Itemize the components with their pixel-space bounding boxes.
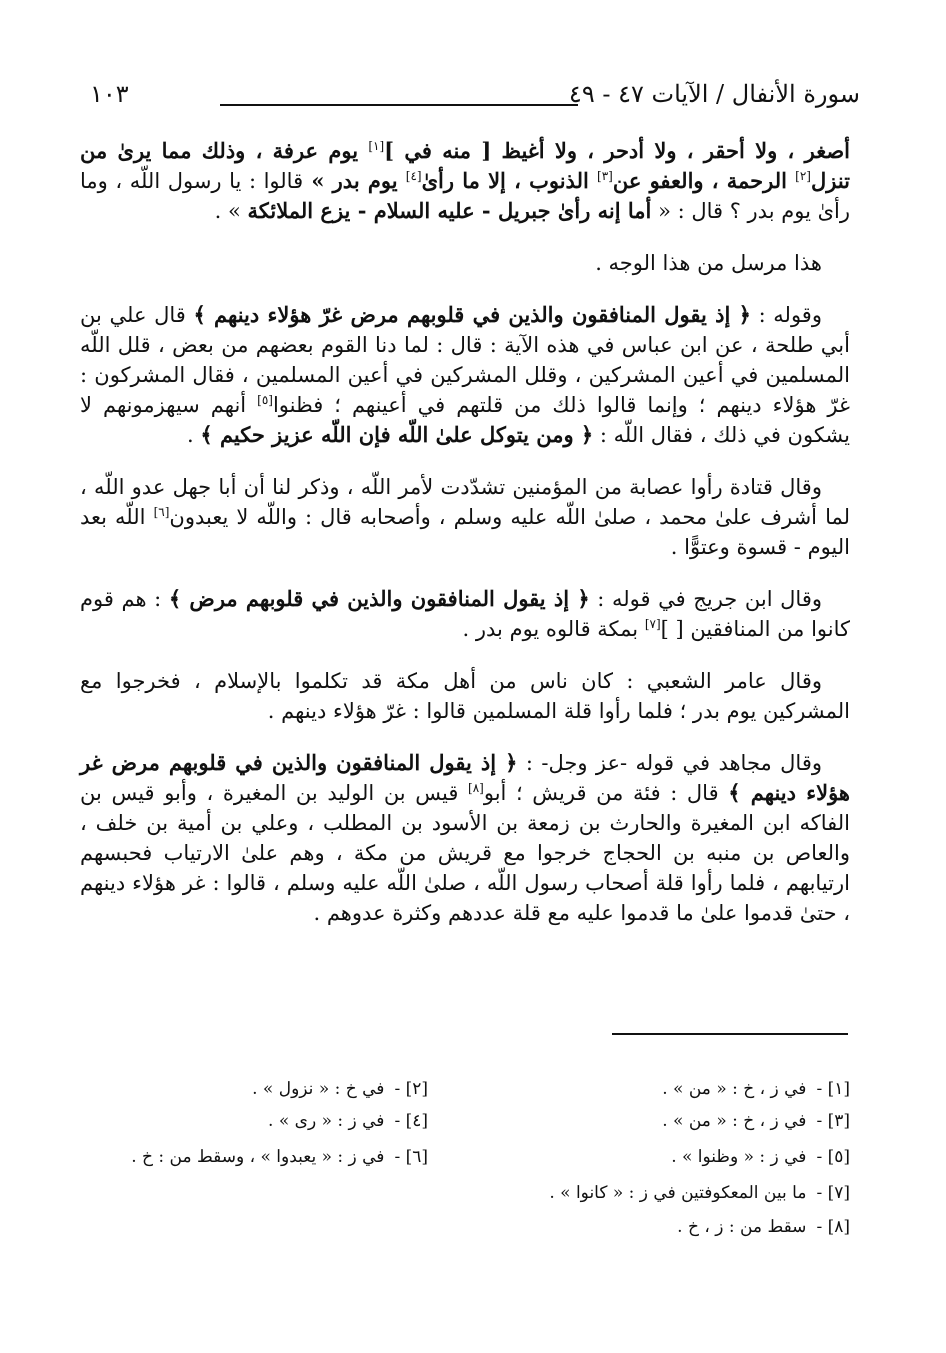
text-run: هذا مرسل من هذا الوجه . (595, 251, 822, 275)
quoted-text: يوم عرفة ، وذلك مما يرىٰ من تنزل (80, 138, 850, 193)
footnote-marker: [٧] (644, 617, 661, 631)
paragraph (80, 584, 850, 644)
footnote-3: [٣] -في ز ، خ : « من » . (662, 1111, 850, 1131)
text-run: وقال عامر الشعبي : كان ناس من أهل مكة قد تكلموا بالإسلام ، فخرجوا مع المشركين يوم بدر ؛ فلما رأوا قلة المسلمين قالوا : غرّ هؤلاء دينهم . (80, 669, 850, 723)
text-run: وقال مجاهد في قوله -عز وجل- : (517, 751, 823, 775)
paragraph (80, 472, 850, 562)
paragraph (80, 136, 850, 226)
quoted-text: الرحمة ، والعفو عن (612, 168, 796, 193)
footnote-5: [٥] -في ز : « وظنوا » . (671, 1147, 850, 1167)
text-run: : هم قوم كانوا من المنافقين [ ] (80, 587, 850, 641)
text-run: وقال ابن جريج في قوله : (589, 587, 822, 611)
text-run: بمكة قالوه يوم بدر . (462, 617, 645, 641)
page-number: ١٠٣ (90, 80, 129, 108)
text-run: » . (214, 199, 248, 223)
quoted-text: أصغر ، ولا أحقر ، ولا أدحر ، ولا أغيظ [ منه في ] (384, 138, 850, 163)
text-run: قيس بن الوليد بن المغيرة ، وأبو قيس بن الفاكه ابن المغيرة والحارث بن زمعة بن الأسود بن المطلب ، وعلي بن أمية بن خلف ، والعاص بن منبه بن الحجاج خرجوا مع قريش من مكة ، وهم علىٰ الارتياب فحبسهم ارتيابهم ، فلما رأوا قلة أصحاب رسول اللّه ، صلىٰ اللّه عليه وسلم ، قالوا : غر هؤلاء دينهم ، حتىٰ قدموا علىٰ ما قدموا عليه مع قلة عددهم وكثرة عدوهم . (80, 781, 850, 925)
footnote-7: [٧] -ما بين المعكوفتين في ز : « كانوا » . (549, 1183, 850, 1203)
header-rule (220, 104, 578, 106)
footnote-marker: [٣] (597, 169, 613, 183)
text-run: وقوله : (750, 303, 822, 327)
quoted-text: أما إنه رأىٰ جبريل - عليه السلام - يزع الملائكة (247, 198, 652, 223)
footnote-marker: [٨] (468, 781, 484, 795)
paragraph (80, 248, 850, 278)
text-run: . (186, 423, 201, 447)
paragraph (80, 748, 850, 928)
running-head-title: سورة الأنفال / الآيات ٤٧ - ٤٩ (568, 80, 860, 108)
text-run: قالوا : يا رسول اللّه ، وما رأىٰ يوم بدر ؟ قال : « (80, 169, 850, 223)
footnote-marker: [٥] (257, 393, 273, 407)
text-run: وقال قتادة رأوا عصابة من المؤمنين تشدّدت لأمر اللّه ، وذكر لنا أن أبا جهل عدو اللّه ، لما أشرف علىٰ محمد ، صلىٰ اللّه عليه وسلم ، وأصحابه قال : واللّه لا يعبدون (80, 475, 851, 529)
footnote-marker: [١] (368, 139, 385, 153)
text-run: اللّه بعد اليوم - قسوة وعتوًّا . (80, 505, 850, 559)
footnote-4: [٤] -في ز : « رى » . (268, 1111, 428, 1131)
footnote-rule (612, 1033, 848, 1035)
quoted-text: الذنوب ، إلا ما رأىٰ (421, 168, 598, 193)
quoted-text: ﴿ ومن يتوكل علىٰ اللّه فإن اللّه عزيز حكيم ﴾ (200, 422, 594, 447)
quoted-text: ﴿ إذ يقول المنافقون والذين في قلوبهم مرض غر هؤلاء دينهم ﴾ (80, 750, 850, 805)
text-run: قال علي بن أبي طلحة ، عن ابن عباس في هذه الآية : قال : لما دنا القوم بعضهم من بعض ، قلل اللّه المسلمين في أعين المشركين ، وقلل المشركين في أعين المسلمين ، فقال المشركون : غرّ هؤلاء دينهم ؛ وإنما قالوا ذلك من قلتهم في أعينهم ؛ فظنوا (80, 303, 850, 417)
text-run: قال : فئة من قريش ؛ أبو (483, 781, 729, 805)
footnote-marker: [٦] (153, 505, 170, 519)
paragraph (80, 666, 850, 726)
text-run: أنهم سيهزمونهم لا يشكون في ذلك ، فقال اللّه : (80, 393, 850, 447)
footnote-2: [٢] -في خ : « نزول » . (252, 1079, 428, 1099)
footnote-1: [١] -في ز ، خ : « من » . (662, 1079, 850, 1099)
footnote-marker: [٢] (795, 169, 811, 183)
footnote-8: [٨] -سقط من : ز ، خ . (677, 1217, 850, 1237)
quoted-text: يوم بدر » (303, 168, 406, 193)
quoted-text: ﴿ إذ يقول المنافقون والذين في قلوبهم مرض غرّ هؤلاء دينهم ﴾ (193, 302, 751, 327)
main-text (80, 136, 850, 950)
quoted-text: ﴿ إذ يقول المنافقون والذين في قلوبهم مرض ﴾ (168, 586, 590, 611)
footnote-marker: [٤] (405, 169, 422, 183)
footnote-6: [٦] -في ز : « يعبدوا » ، وسقط من : خ . (131, 1147, 428, 1167)
page-header (80, 80, 860, 120)
paragraph (80, 300, 850, 450)
